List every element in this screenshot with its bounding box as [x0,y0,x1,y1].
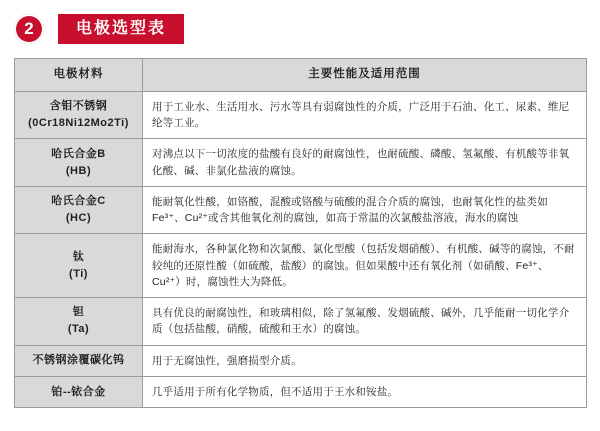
description-text: 能耐海水，各种氯化物和次氯酸、氯化型酸（包括发烟硝酸）、有机酸、碱等的腐蚀，不耐较纯的还原性酸（如硫酸，盐酸）的腐蚀。但如果酸中还有氧化剂（如硝酸、Fe³⁺、Cu²⁺）时，腐蚀性大为降低。 [152,243,575,288]
cell-material [15,139,143,187]
material-code: (Ti) [69,267,88,280]
table-row [15,298,587,346]
description-text: 用于工业水、生活用水、污水等具有弱腐蚀性的介质，广泛用于石油、化工、尿素、维尼纶等工业。 [152,100,570,130]
section-number-badge: 2 [14,14,44,44]
material-name: 哈氏合金B [51,147,106,160]
cell-description [143,186,587,234]
material-code: (HC) [65,212,92,225]
page-header [14,12,586,46]
cell-material [15,298,143,346]
table-row [15,139,587,187]
cell-description [143,234,587,298]
cell-description [143,377,587,408]
cell-material [15,186,143,234]
table-row [15,345,587,376]
cell-description [143,298,587,346]
table-row [15,186,587,234]
material-name: 铂--铱合金 [51,385,106,398]
electrode-selection-table [14,58,587,408]
description-text: 对沸点以下一切浓度的盐酸有良好的耐腐蚀性，也耐硫酸、磷酸、氢氟酸、有机酸等非氧化酸、碱、非氯化盐液的腐蚀。 [152,148,570,177]
material-name: 钛 [72,250,85,263]
table-body [15,91,587,407]
cell-material [15,377,143,408]
cell-description [143,139,587,187]
cell-material [15,91,143,139]
table-row [15,91,587,139]
page-title: 电极选型表 [58,14,184,45]
material-name: 不锈钢涂覆碳化钨 [32,354,125,367]
cell-description [143,345,587,376]
material-name: 含钼不锈钢 [49,100,108,113]
table-row [15,234,587,298]
column-header-performance: 主要性能及适用范围 [143,59,587,92]
table-row [15,377,587,408]
description-text: 用于无腐蚀性，强磨损型介质。 [152,354,302,367]
cell-material [15,234,143,298]
column-header-material: 电极材料 [15,59,143,92]
cell-material [15,345,143,376]
material-code: (HB) [65,164,92,177]
material-name: 钽 [72,306,85,319]
cell-description [143,91,587,139]
table-header-row [15,59,587,92]
description-text: 能耐氧化性酸，如铬酸，混酸或铬酸与硫酸的混合介质的腐蚀，也耐氧化性的盐类如Fe³⁺、Cu²⁺或含其他氧化剂的腐蚀，如高于常温的次氯酸盐溶液，海水的腐蚀 [152,195,548,225]
description-text: 具有优良的耐腐蚀性，和玻璃相似，除了氢氟酸、发烟硫酸、碱外，几乎能耐一切化学介质（包括盐酸，硝酸，硫酸和王水）的腐蚀。 [152,307,570,336]
material-code: (0Cr18Ni12Mo2Ti) [28,117,129,130]
description-text: 几乎适用于所有化学物质，但不适用于王水和铵盐。 [152,386,399,398]
material-code: (Ta) [67,323,90,336]
material-name: 哈氏合金C [51,195,106,208]
